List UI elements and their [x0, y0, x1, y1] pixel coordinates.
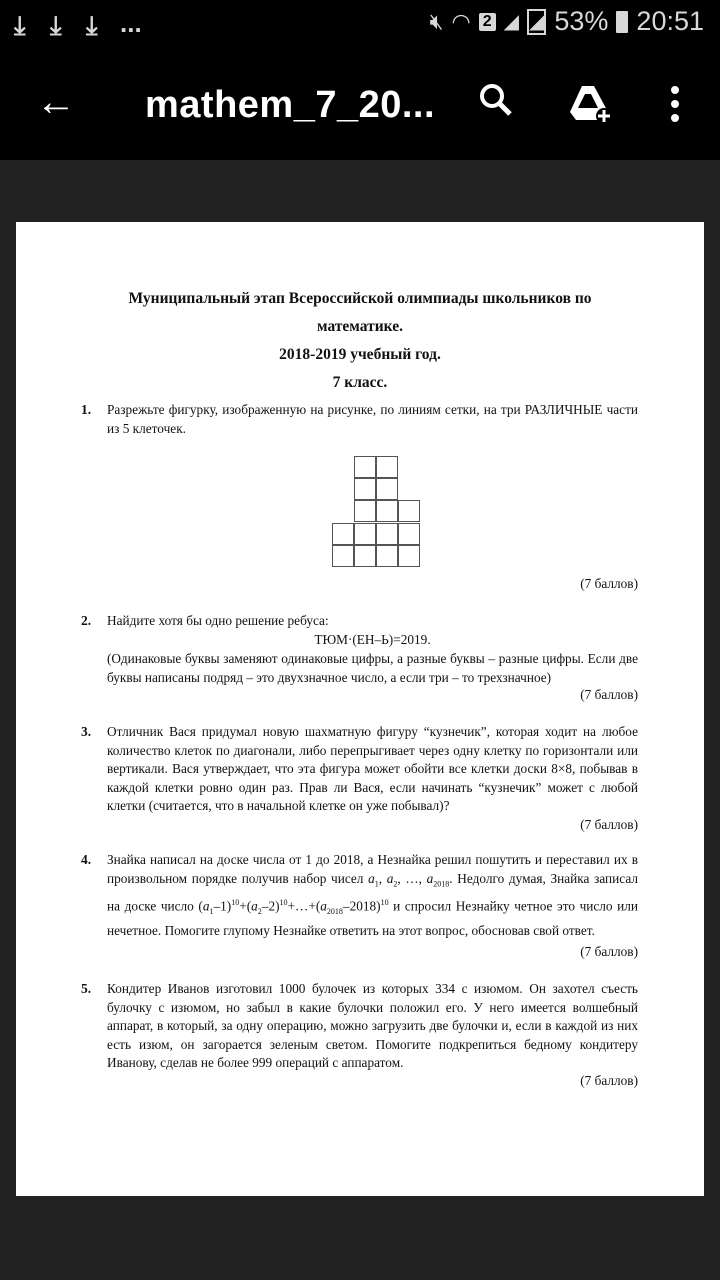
problem-text: Отличник Вася придумал новую шахматную фигуру “кузнечик”, которая ходит на любое количество клеток по диагонали, либо перепрыгивает через одну клетку по горизонтали или вертикали. Вася утверждает, что эта фигура может обойти все клетки доски 8×8, побывав в каждой клетки ровно один раз. Прав ли Вася, если начинать “кузнечик” может с любой клетки (считается, что в начальной клетке он уже побывал)?: [107, 724, 638, 814]
more-vert-icon: [670, 86, 680, 122]
more-options-button[interactable]: [670, 86, 680, 127]
signal-icon: ◢: [503, 11, 519, 33]
doc-grade: 7 класс.: [332, 374, 388, 391]
problem-number: 2.: [81, 613, 92, 628]
download-icon: ⤓: [86, 10, 98, 40]
wifi-icon: ◠: [451, 8, 471, 34]
problem-text: Найдите хотя бы одно решение ребуса:: [107, 613, 329, 628]
points: (7 баллов): [580, 944, 638, 959]
battery-icon: [616, 11, 628, 33]
doc-year: 2018-2019 учебный год.: [279, 346, 441, 363]
points: (7 баллов): [580, 576, 638, 591]
problem-text: Знайка написал на доске числа от 1 до 2018, а Незнайка решил пошутить и переставил их в произвольном порядке получив набор чисел $a_1$, $a_2$, …, $a_{2018}$. Недолго думая, Знайка записал на доске число $(a_1-1)^{10}+(a_2-2)^{10}+\dots+(a_{2018}-2018)^{10}$ и спросил Незнайку четное это число или нечетное. Помогите глупому Незнайке ответить на этот вопрос, обосновав свой ответ.: [107, 852, 638, 938]
problem-text: Разрежьте фигурку, изображенную на рисунке, по линиям сетки, на три РАЗЛИЧНЫЕ части из 5 клеточек.: [107, 402, 638, 436]
points: (7 баллов): [580, 687, 638, 702]
rebus-formula: ТЮМ·(ЕН–Ь)=2019.: [314, 632, 431, 647]
download-icon: ⤓: [50, 10, 62, 40]
download-icon: ⤓: [14, 10, 26, 40]
points: (7 баллов): [580, 817, 638, 832]
problem-number: 5.: [81, 981, 92, 996]
doc-heading: Муниципальный этап Всероссийской олимпиады школьников по: [128, 290, 592, 307]
status-bar: [0, 0, 720, 50]
document-title: mathem_7_20...: [145, 84, 436, 126]
grid-figure: [332, 456, 420, 567]
app-bar: [0, 50, 720, 160]
mute-icon: 🔇︎: [429, 8, 444, 34]
document-page: [16, 222, 704, 1196]
back-button[interactable]: ←: [36, 80, 76, 124]
doc-heading: математике.: [317, 318, 403, 335]
search-button[interactable]: [478, 80, 514, 120]
problem-number: 3.: [81, 724, 92, 739]
sim-badge: 2: [479, 13, 496, 31]
points: (7 баллов): [580, 1073, 638, 1088]
signal-icon: ◢: [528, 10, 545, 33]
add-to-drive-button[interactable]: [568, 84, 614, 124]
problem-note: (Одинаковые буквы заменяют одинаковые цифры, а разные буквы – разные цифры. Если две буквы написаны подряд – это двухзначное число, а если три – то трехзначное): [107, 651, 638, 685]
search-icon: [478, 80, 514, 120]
more-notifications: ...: [120, 8, 142, 38]
clock: 20:51: [636, 6, 704, 36]
problem-number: 1.: [81, 402, 92, 417]
problem-number: 4.: [81, 852, 92, 867]
battery-percent: 53%: [554, 6, 609, 36]
drive-add-icon: [568, 84, 614, 124]
problem-text: Кондитер Иванов изготовил 1000 булочек из которых 334 с изюмом. Он захотел съесть булочку с изюмом, но забыл в какие булочки положил его. У него имеется волшебный аппарат, в который, за одну операцию, можно загрузить две булочки и, если в каждой из них есть изюм, он загорается зеленым светом. Помогите подкрепиться бедному кондитеру Иванову, сделав не более 999 операций с аппаратом.: [107, 981, 638, 1071]
